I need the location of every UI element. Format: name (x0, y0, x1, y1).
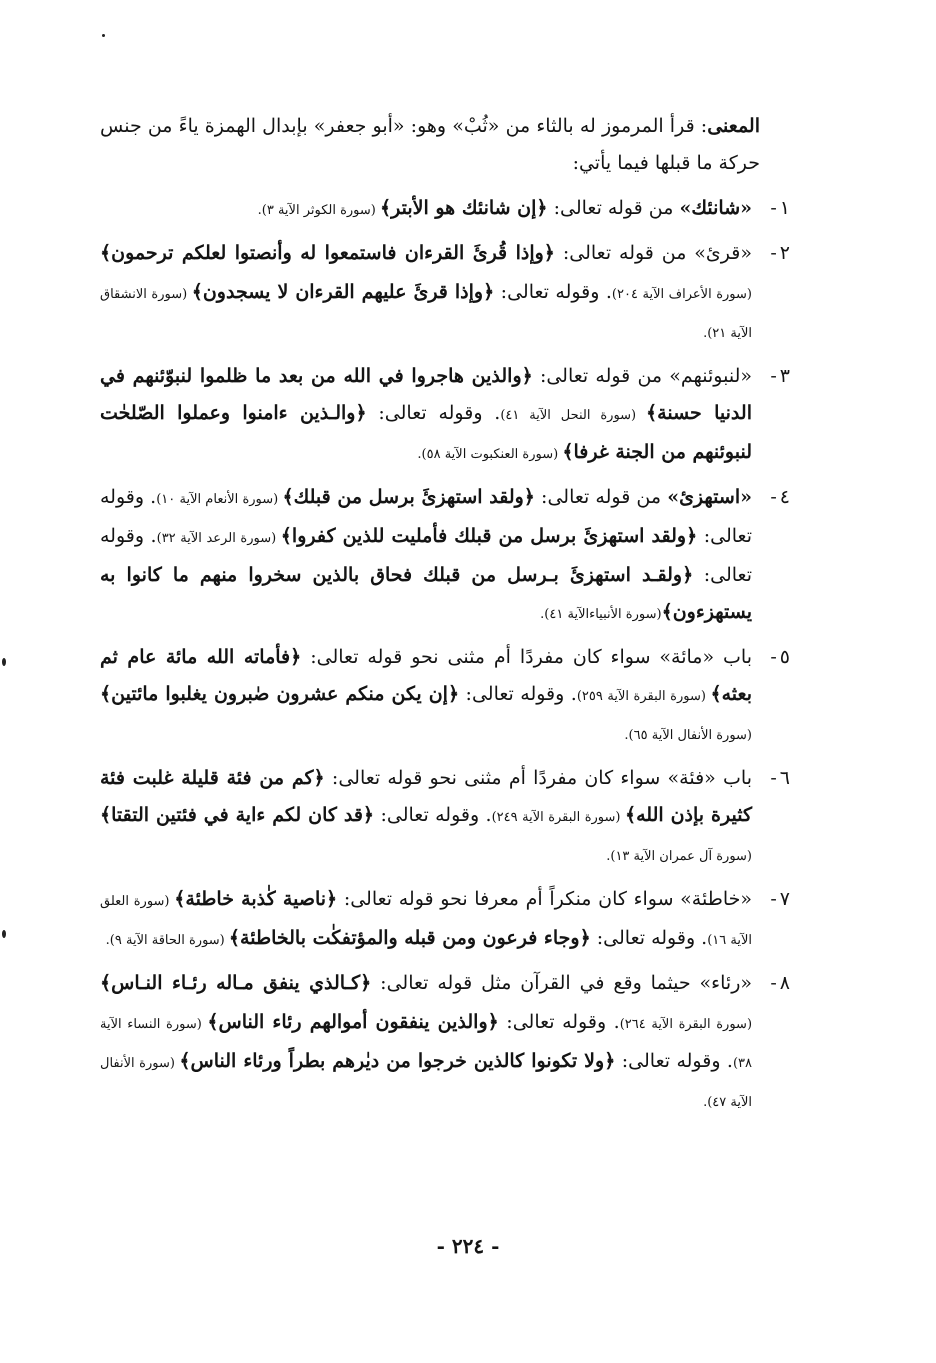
quran-quote: ﴿وجاء فرعون ومن قبله والمؤتفكٰت بالخاطئة﴾ (228, 927, 591, 949)
surah-reference: (سورة البقرة الآية ٢٥٩) (576, 689, 711, 704)
surah-reference: (سورة البقرة الآية ٢٦٤) (619, 1017, 753, 1032)
entry-item (100, 760, 790, 875)
surah-reference: (سورة الأنفال الآية ٤٧). (100, 1056, 752, 1110)
entry-number-value: ٦ (779, 767, 790, 789)
quran-quote: ﴿ولقـد استهزئَ بـرسل من قبلك فحاق بالذين سخروا منهم ما كانوا به يستهزءون﴾ (100, 564, 752, 623)
quran-quote: ﴿إن يكن منكم عشرون صٰبرون يغلبوا مائتين﴾ (100, 683, 460, 705)
quran-quote: ﴿والذين هاجروا في الله من بعد ما ظلموا لنبوّئنهم في الدنيا حسنة﴾ (100, 365, 752, 424)
entry-number: ٥- (770, 646, 790, 668)
entry-number-value: ٥ (779, 646, 790, 668)
surah-reference: (سورة الانشقاق الآية ٢١). (100, 287, 752, 341)
intro-label: المعنى (707, 115, 760, 137)
quran-quote: ﴿وإذا قُرئَ القرءان فاستمعوا له وأنصتوا لعلكم ترحمون﴾ (100, 242, 555, 264)
entry-text: «قرئ» من قوله تعالى: (554, 242, 752, 264)
entry-number: ٦- (770, 767, 790, 789)
keyword: «استهزئ» (667, 486, 752, 508)
entry-text: «خاطئة» سواء كان منكراً أم معرفا نحو قوله تعالى: (337, 888, 752, 910)
quran-quote: ﴿كـالذي ينفق مـاله رئـاء النـاس﴾ (100, 972, 372, 994)
entry-text: . وقوله تعالى: (498, 1011, 620, 1033)
surah-reference: (سورة النحل الآية ٤١) (500, 408, 647, 423)
quran-quote: ﴿والذين ينفقون أموالهم رئاء الناس﴾ (207, 1011, 499, 1033)
entry-item (100, 235, 790, 352)
entry-text: . وقوله تعالى: (590, 927, 708, 949)
surah-reference: (سورة الأعراف الآية ٢٠٤) (611, 287, 752, 302)
surah-reference: (سورة الرعد الآية ٣٢) (156, 531, 281, 546)
surah-reference: (سورة النساء الآية ٣٨) (100, 1017, 752, 1071)
entry-number: ٨- (770, 972, 790, 994)
quran-quote: ﴿والـذين ءامنوا وعملوا الصّلحٰت لنبوئنهم من الجنة غرفا﴾ (100, 402, 752, 463)
intro-paragraph (100, 108, 790, 182)
entry-text: «لنبوئنهم» من قوله تعالى: (532, 365, 753, 387)
entry-number-value: ٧ (779, 888, 790, 910)
entry-text: . وقوله تعالى: (374, 804, 492, 826)
entry-text: . وقوله تعالى: (615, 1050, 733, 1072)
scan-speck (102, 34, 105, 37)
quran-quote: ﴿ناصية كٰذبة خاطئة﴾ (174, 888, 338, 910)
surah-reference: (سورة العلق الآية ١٦) (100, 894, 752, 948)
quran-quote: ﴿وإذا قرئَ عليهم القرءان لا يسجدون﴾ (191, 281, 495, 303)
surah-reference: (سورة آل عمران الآية ١٣). (606, 849, 752, 864)
scan-speck (2, 658, 6, 666)
keyword: «شانئك» (679, 197, 752, 219)
entry-item (100, 479, 790, 633)
entry-text: باب «مائة» سواء كان مفردًا أم مثنى نحو قوله تعالى: (301, 646, 752, 668)
entry-text: من قوله تعالى: (534, 486, 668, 508)
entries-list (100, 190, 790, 1121)
surah-reference: (سورة الحاقة الآية ٩). (105, 933, 229, 948)
quran-quote: ﴿قد كان لكم ءاية في فئتين التقتا﴾ (100, 804, 375, 826)
entry-number: ٢- (770, 242, 790, 264)
scan-speck (2, 930, 6, 938)
surah-reference: (سورة الأنفال الآية ٦٥). (624, 728, 752, 743)
entry-text: من قوله تعالى: (547, 197, 680, 219)
quran-quote: ﴿ولا تكونوا كالذين خرجوا من ديٰرهم بطراً ورئاء الناس﴾ (179, 1050, 616, 1072)
quran-quote: ﴿كم من فئة قليلة غلبت فئة كثيرة بإذن الله﴾ (100, 767, 753, 826)
page-number: - ٢٢٤ - (436, 1234, 500, 1258)
entry-item (100, 358, 790, 473)
entry-text: باب «فئة» سواء كان مفردًا أم مثنى نحو قوله تعالى: (324, 767, 752, 789)
surah-reference: (سورة الكوثر الآية ٣). (257, 203, 380, 218)
entry-number-value: ١ (779, 197, 790, 219)
surah-reference: (سورة الأنعام الآية ١٠) (156, 492, 283, 507)
entry-number-value: ٣ (779, 365, 790, 387)
entry-text: . وقوله تعالى: (494, 281, 612, 303)
entry-text: «رئاء» حيثما وقع في القرآن مثل قوله تعالى: (371, 972, 752, 994)
entry-number: ٣- (770, 365, 790, 387)
entry-text: . وقوله تعالى: (459, 683, 577, 705)
entry-item (100, 639, 790, 754)
surah-reference: (سورة العنكبوت الآية ٥٨). (417, 447, 563, 462)
page-body (100, 108, 790, 1127)
entry-number-value: ٢ (779, 242, 790, 264)
entry-number: ١- (770, 197, 790, 219)
entry-text: . وقوله تعالى: (366, 402, 501, 424)
quran-quote: ﴿فأماته الله مائة عام ثم بعثه﴾ (100, 646, 752, 705)
entry-item (100, 965, 790, 1121)
quran-quote: ﴿ولقد استهزئَ برسل من قبلك فأمليت للذين كفروا﴾ (280, 525, 698, 547)
quran-quote: ﴿إن شانئك هو الأبتر﴾ (380, 197, 548, 219)
surah-reference: (سورة الأنبياءالآية ٤١). (540, 607, 662, 622)
intro-text: : قرأ المرموز له بالثاء من «ثُبْ» وهو: «أبو جعفر» بإبدال الهمزة ياءً من جنس حركة ما قبلها فيما يأتي: (100, 115, 760, 174)
entry-text: . وقوله تعالى: (100, 525, 752, 586)
quran-quote: ﴿ولقد استهزئَ برسل من قبلك﴾ (282, 486, 535, 508)
entry-number-value: ٨ (779, 972, 790, 994)
entry-text: . وقوله تعالى: (100, 486, 752, 547)
entry-number: ٤- (770, 486, 790, 508)
entry-number-value: ٤ (779, 486, 790, 508)
surah-reference: (سورة البقرة الآية ٢٤٩) (491, 810, 625, 825)
entry-item (100, 881, 790, 959)
entry-item (100, 190, 790, 229)
entry-number: ٧- (770, 888, 790, 910)
